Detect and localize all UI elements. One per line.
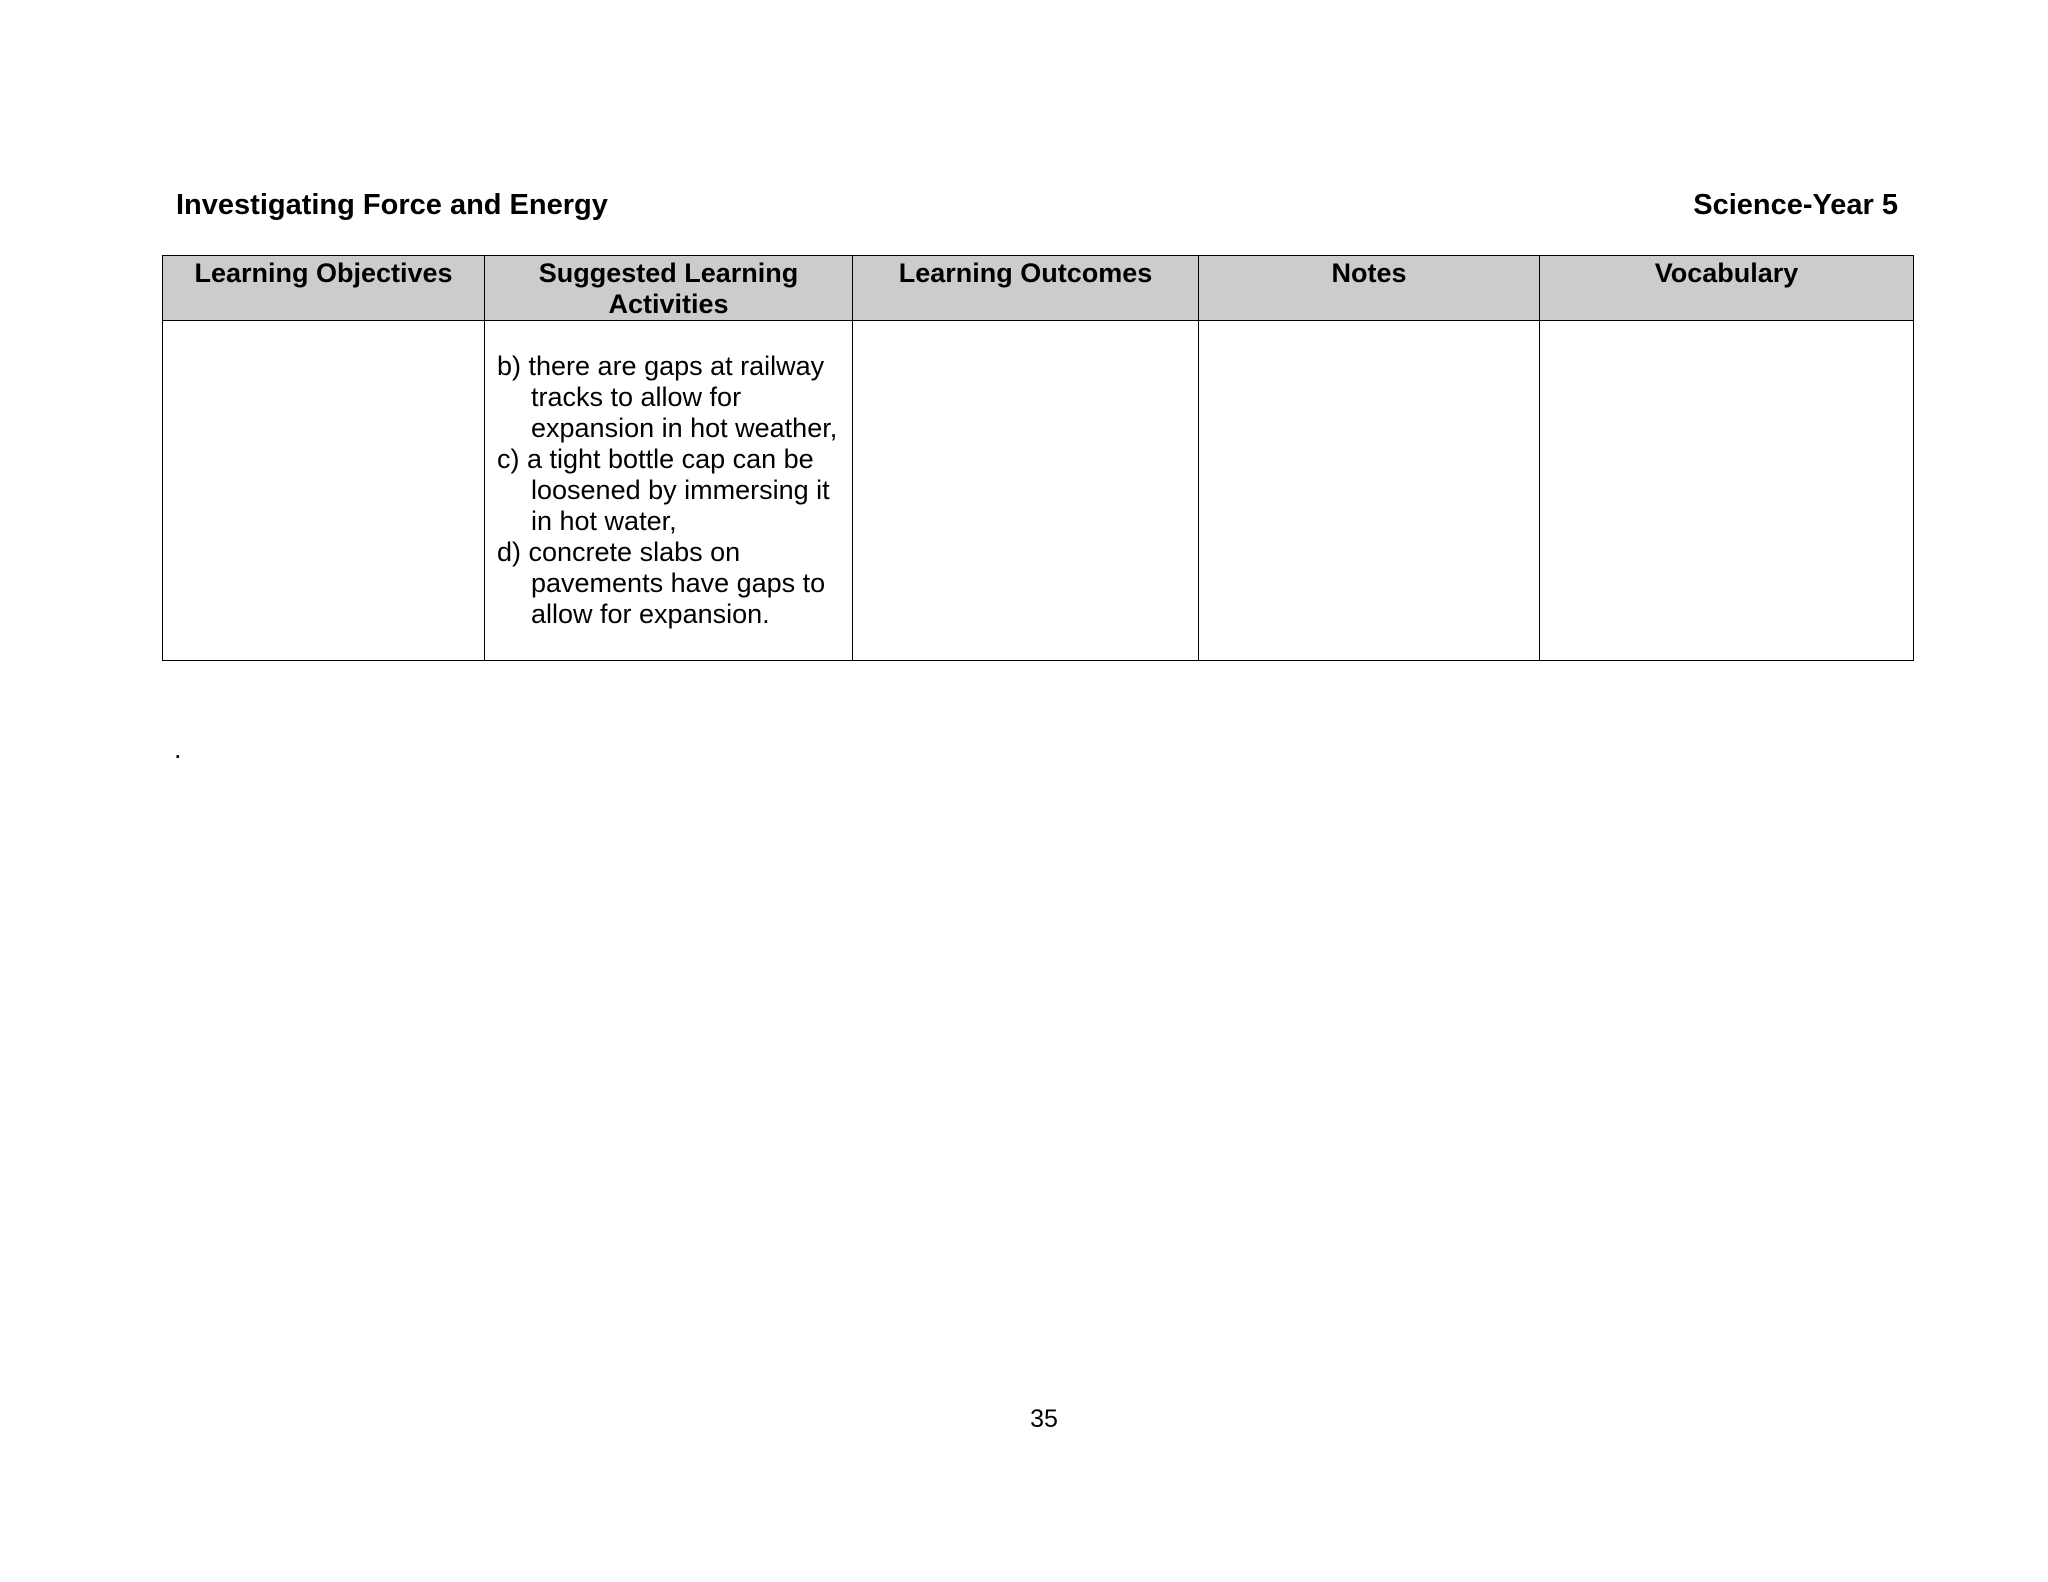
column-header-suggested-learning-activities: Suggested Learning Activities: [485, 256, 853, 321]
column-header-vocabulary: Vocabulary: [1540, 256, 1914, 321]
activity-item-c: c) a tight bottle cap can be loosened by immersing it in hot water,: [497, 444, 830, 536]
cell-suggested-learning-activities: [485, 321, 853, 661]
activity-list: [485, 321, 852, 630]
cell-learning-objectives: [163, 321, 485, 661]
table-row: [163, 321, 1914, 661]
cell-notes: [1199, 321, 1540, 661]
activity-item-b: b) there are gaps at railway tracks to allow for expansion in hot weather,: [497, 351, 838, 443]
activity-item-d: d) concrete slabs on pavements have gaps to allow for expansion.: [497, 537, 826, 629]
column-header-notes: Notes: [1199, 256, 1540, 321]
document-title: Investigating Force and Energy: [176, 189, 608, 221]
table-header-row: [163, 256, 1914, 321]
column-header-learning-outcomes: Learning Outcomes: [853, 256, 1199, 321]
cell-learning-outcomes: [853, 321, 1199, 661]
column-header-learning-objectives: Learning Objectives: [163, 256, 485, 321]
document-subject: Science-Year 5: [1693, 189, 1898, 221]
page-number: 35: [1030, 1405, 1058, 1433]
stray-period-mark: .: [174, 734, 182, 764]
cell-vocabulary: [1540, 321, 1914, 661]
syllabus-table: [162, 255, 1914, 661]
